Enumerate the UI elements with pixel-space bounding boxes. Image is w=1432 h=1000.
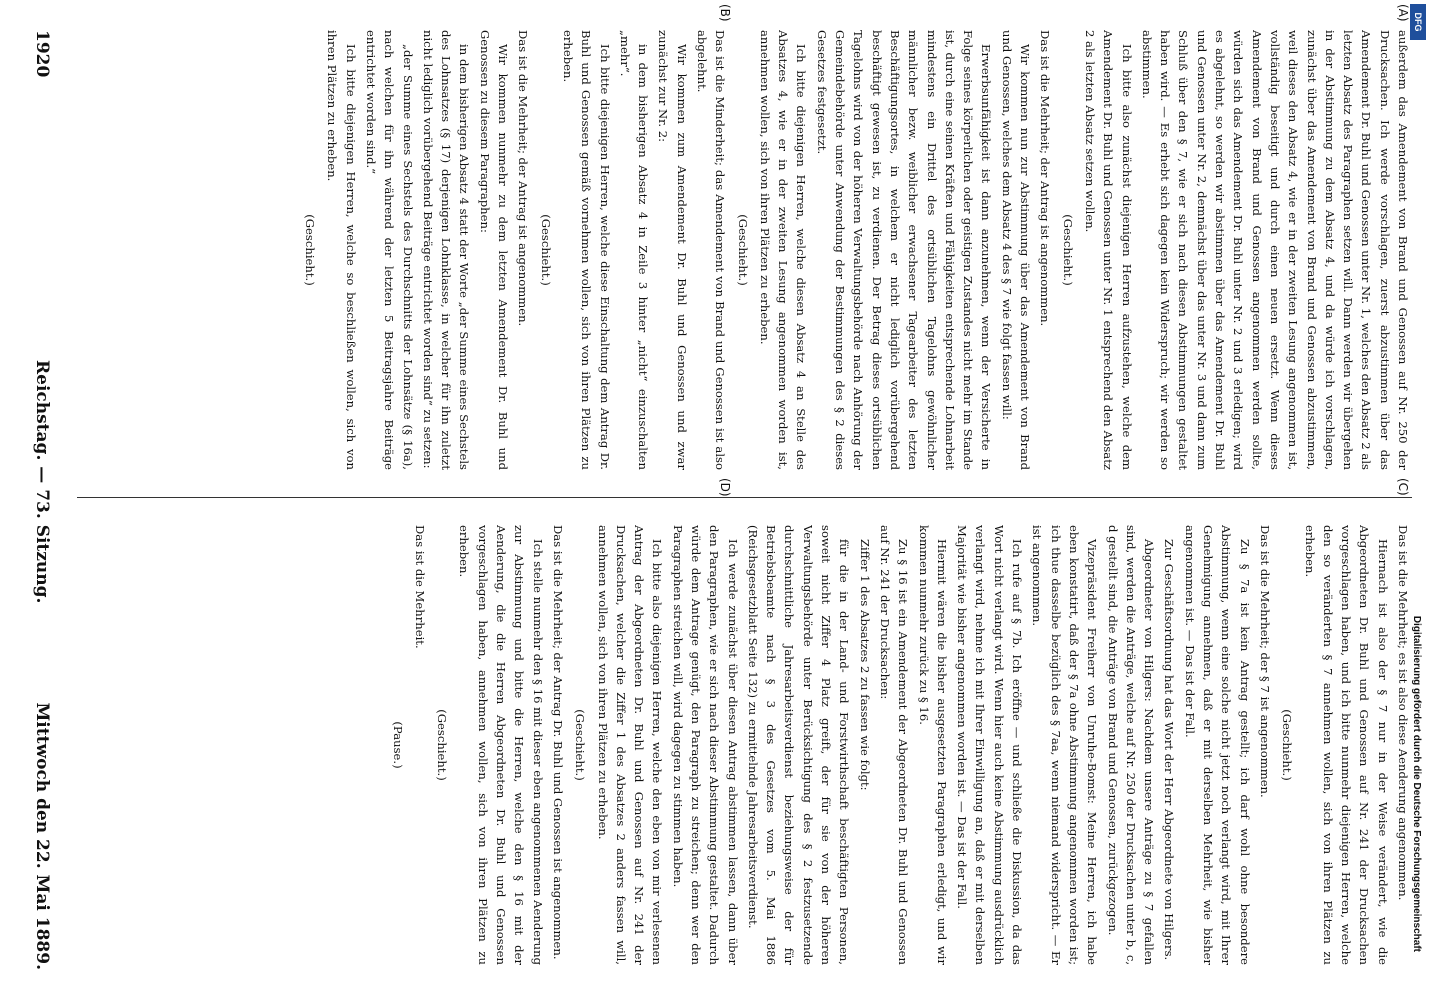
dfg-logo-icon [1410, 4, 1426, 40]
paragraph: Das ist die Mehrheit; es ist also diese Aenderung angenommen. [1396, 525, 1410, 901]
paragraph: Ich rufe auf § 7b. Ich eröffne — und schließe die Diskussion, da das Wort nicht verlangt wird. Wenn hier auch keine Abstimmung ausdrücklich verlangt wird, nehme ich mit Ihrer Einwilligung an, daß er mit derselben Majorität wie bisher angenommen worden ist. — Das ist der Fall. [955, 525, 1025, 965]
column-divider [77, 497, 1412, 498]
stage-direction: (Geschieht.) [538, 214, 553, 286]
paragraph: Das ist die Mehrheit; der Antrag ist angenommen. [516, 30, 531, 327]
paragraph: Das ist die Minderheit; das Amendement von Brand und Genossen ist also abgelehnt. [695, 30, 728, 470]
paragraph: Ich bitte also zunächst diejenigen Herren aufzustehen, welche dem Amendement Dr. Buhl und Genossen unter Nr. 1 entsprechend den Absatz 2 als letzten Absatz setzen wollen. [1082, 30, 1134, 470]
stage-direction: (Geschieht.) [435, 709, 450, 781]
section-marker-a: (A) [1396, 4, 1410, 22]
paragraph: Wir kommen nun zur Abstimmung über das Amendement von Brand und Genossen, welches dem Absatz 4 des § 7 wie folgt fassen will: [999, 30, 1033, 470]
session-date: Mittwoch den 22. Mai 1889. [32, 702, 52, 970]
session-title: Reichstag. — 73. Sitzung. [32, 360, 52, 604]
quoted-text: für die in der Land- und Forstwirthschaft beschäftigten Personen, soweit nicht Ziffer 4 Platz greift, der für sie von der höheren Verwaltungsbehörde unter Berücksichtigung des § 2 festzusetzende durchschnittliche Jahresarbeitsverdienst beziehungsweise der für Betriebsbeamte nach § 3 des Gesetzes vom 5. Mai 1886 (Reichsgesetzblatt Seite 132) zu ermittelnde Jahresarbeitsverdienst. [745, 525, 852, 965]
stage-direction: (Pause.) [390, 721, 405, 769]
section-marker-b: (B) [718, 4, 732, 22]
paragraph: Ich stelle nunmehr den § 16 mit dieser eben angenommenen Aenderung zur Abstimmung und bitte die Herren, welche den § 16 mit der Aenderung, die die Herren Abgeordneten Dr. Buhl und Genossen vorgeschlagen haben, annehmen wollen, sich von ihren Plätzen zu erheben. [457, 525, 545, 965]
paragraph: Das ist die Mehrheit. [412, 525, 427, 649]
stage-direction: (Geschieht.) [303, 214, 318, 286]
paragraph: Wir kommen zum Amendement Dr. Buhl und Genossen und zwar zunächst zur Nr. 2: [656, 30, 689, 470]
paragraph: Zu § 7a ist kein Antrag gestellt; ich darf wohl ohne besondere Abstimmung, wenn eine solche nicht jetzt noch verlangt wird, mit Ihrer Genehmigung annehmen, daß er mit derselben Mehrheit, wie bisher angenommen ist. — Das ist der Fall. [1182, 525, 1252, 965]
speech: Abgeordneter von Hilgers: Nachdem unsere Anträge zu § 7 gefallen sind, werden die Anträge, welche auf Nr. 250 der Drucksachen unter b, c, d gestellt sind, die Anträge von Brand und Genossen, zurückgezogen. [1105, 525, 1157, 965]
credit-text: Digitalisierung gefördert durch die Deutsche Forschungsgemeinschaft [1411, 615, 1422, 952]
digitization-credit [1400, 0, 1432, 1000]
paragraph: Ich bitte diejenigen Herren, welche so beschließen wollen, sich von ihren Plätzen zu erheben. [325, 30, 358, 470]
section-marker-d: (D) [718, 478, 732, 497]
stage-direction: (Geschieht.) [735, 214, 750, 286]
paragraph: Hiernach ist also der § 7 nur in der Weise verändert, wie die Abgeordneten Dr. Buhl und Genossen auf Nr. 241 der Drucksachen vorgeschlagen haben, und ich bitte nunmehr diejenigen Herren, welche den so veränderten § 7 annehmen wollen, sich von ihren Plätzen zu erheben. [1302, 525, 1390, 965]
paragraph: Wir kommen nunmehr zu dem letzten Amendement Dr. Buhl und Genossen zu diesem Paragraphen: [477, 30, 511, 470]
speech: Vizepräsident Freiherr von Unruhe-Bomst: Meine Herren, ich habe eben konstatirt, daß der § 7a ohne Abstimmung angenommen worden ist; ich thue dasselbe bezüglich des § 7aa, wenn niemand widerspricht. — Er ist angenommen. [1030, 525, 1100, 965]
paragraph: Ich bitte also diejenigen Herren, welche den eben von mir verlesenen Antrag der Abgeordneten Dr. Buhl und Genossen auf Nr. 241 der Drucksachen, welcher die Ziffer 1 des Absatzes 2 anders fassen will, annehmen wollen, sich von ihren Plätzen zu erheben. [595, 525, 665, 965]
stage-direction: (Geschieht.) [573, 709, 588, 781]
paragraph: Ich bitte diejenigen Herren, welche diese Einschaltung dem Antrag Dr. Buhl und Genossen gemäß vornehmen wollen, sich von ihren Plätzen zu erheben. [560, 30, 612, 470]
paragraph: Das ist die Mehrheit; der Antrag Dr. Buhl und Genossen ist angenommen. [550, 525, 565, 960]
quoted-text: in dem bisherigen Absatz 4 statt der Worte „der Summe eines Sechstels des Lohnsatzes (§ 17) derjenigen Lohnklasse, in welcher für ihn zuletzt nicht lediglich vorübergehend Beiträge entrichtet worden sind“ zu setzen: [420, 30, 472, 470]
stage-direction: (Geschieht.) [1280, 709, 1295, 781]
paragraph: Ich bitte diejenigen Herren, welche diesen Absatz 4 an Stelle des Absatzes 4, wie er in der zweiten Lesung angenommen worden ist, annehmen wollen, sich von ihren Plätzen zu erheben. [757, 30, 809, 470]
paragraph: außerdem das Amendement von Brand und Genossen auf Nr. 250 der Drucksachen. Ich werde vorschlagen, zuerst abzustimmen über das Amendement Dr. Buhl und Genossen unter Nr. 1, welches den Absatz 2 als letzten Absatz des Paragraphen setzen will. Dann werden wir übergehen in der Abstimmung zu dem Absatz 4, und da würde ich vorschlagen, zunächst über das Amendement von Brand und Genossen abzustimmen, weil dieses den Absatz 4, wie er in der zweiten Lesung angenommen ist, vollständig beseitigt und durch einen neuen ersetzt. Wenn dieses Amendement von Brand und Genossen angenommen werden sollte, würden sich das Amendement Dr. Buhl unter Nr. 2 und 3 erledigen; wird es abgelehnt, so werden wir abstimmen über das Amendement Dr. Buhl und Genossen unter Nr. 2, demnächst über das unter Nr. 3 und dann zum Schluß über den § 7, wie er sich nach diesen Abstimmungen gestaltet haben wird. — Es erhebt sich dagegen kein Widerspruch; wir werden so abstimmen. [1139, 30, 1410, 470]
paragraph: Zur Geschäftsordnung hat das Wort der Herr Abgeordnete von Hilgers. [1162, 539, 1177, 961]
paragraph: Das ist die Mehrheit; der Antrag ist angenommen. [1038, 30, 1053, 327]
dfg-logo-text: DFG [1413, 12, 1423, 32]
paragraph: Zu § 16 ist ein Amendement der Abgeordneten Dr. Buhl und Genossen auf Nr. 241 der Drucksachen: [877, 525, 911, 965]
quoted-text: Erwerbsunfähigkeit ist dann anzunehmen, wenn der Versicherte in Folge seines körperlichen oder geistigen Zustandes nicht mehr im Stande ist, durch eine seinen Kräften und Fähigkeiten entsprechende Lohnarbeit mindestens ein Drittel des ortsüblichen Tagelohns gewöhnlicher männlicher bezw. weiblicher erwachsener Tagearbeiter des letzten Beschäftigungsortes, in welchem er nicht lediglich vorübergehend beschäftigt gewesen ist, zu verdienen. Der Betrag dieses ortsüblichen Tagelohns wird von der höheren Verwaltungsbehörde nach Anhörung der Gemeindebehörde unter Anwendung der Bestimmungen des § 2 dieses Gesetzes festgesetzt. [814, 30, 994, 470]
paragraph: Ich werde zunächst über diesen Antrag abstimmen lassen, dann über den Paragraphen, wie er sich nach dieser Abstimmung gestaltet. Dadurch würde dem Antrage genügt, den Paragraph zu streichen; denn wer den Paragraphen streichen will, wird dagegen zu stimmen haben. [670, 525, 740, 965]
paragraph: Hiermit wären die bisher ausgesetzten Paragraphen erledigt, und wir kommen nunmehr zurück zu § 16. [916, 525, 949, 965]
section-marker-c: (C) [1396, 478, 1410, 496]
quoted-text: in dem bisherigen Absatz 4 in Zeile 3 hinter „nicht“ einzuschalten „mehr“. [617, 30, 651, 470]
left-column [77, 30, 1412, 470]
page-header [20, 30, 60, 970]
stage-direction: (Geschieht.) [1060, 214, 1075, 286]
quoted-text: „der Summe eines Sechstels des Durchschnitts der Lohnsätze (§ 16a), nach welchen für ihn während der letzten 5 Beitragsjahre Beiträge entrichtet worden sind.“ [363, 30, 415, 470]
page-number: 1920 [32, 30, 52, 78]
right-column [77, 525, 1412, 965]
paragraph: Ziffer 1 des Absatzes 2 zu fassen wie folgt: [857, 539, 872, 791]
paragraph: Das ist die Mehrheit; der § 7 ist angenommen. [1257, 525, 1272, 798]
